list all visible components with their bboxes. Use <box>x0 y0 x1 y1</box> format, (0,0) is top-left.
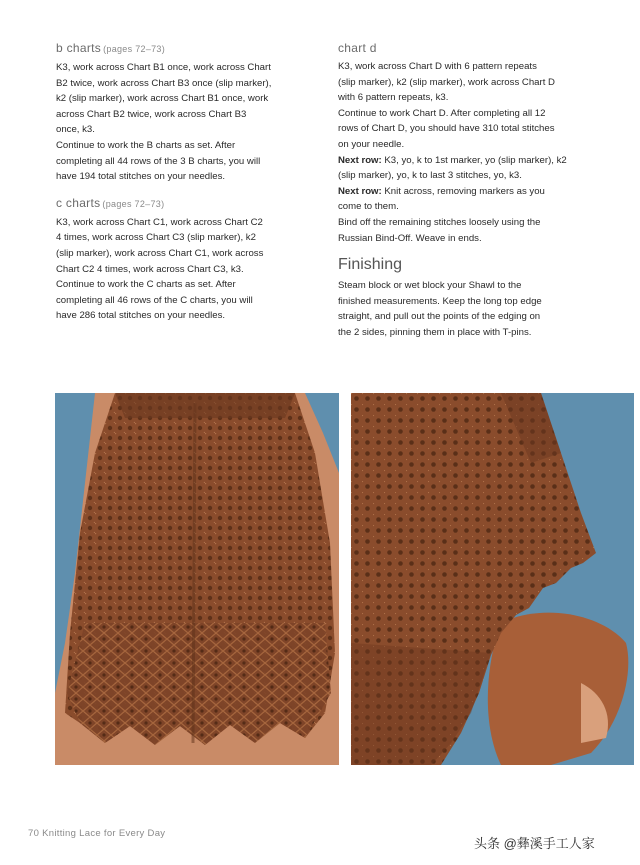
right-column <box>338 40 594 341</box>
finishing-heading: Finishing <box>338 256 403 274</box>
b-text-line: completing all 44 rows of the 3 B charts, you will <box>56 155 261 167</box>
d-text-line: K3, work across Chart D with 6 pattern repeats <box>338 61 537 72</box>
c-text-line: 4 times, work across Chart C3 (slip marker), k2 <box>56 232 256 244</box>
page-number: 70 <box>28 828 40 839</box>
next-row-label: Next row: <box>338 185 382 197</box>
b-text-line: k2 (slip marker), work across Chart B1 once, work <box>56 93 269 105</box>
d-text-line: Bind off the remaining stitches loosely using the <box>338 216 541 228</box>
d-text-line: come to them. <box>338 201 399 213</box>
c-charts-pages: (pages 72–73) <box>102 198 165 209</box>
b-text-line: Continue to work the B charts as set. After <box>56 139 236 151</box>
c-text-line: have 286 total stitches on your needles. <box>56 310 226 322</box>
watermark-text: 头条 @彝溪手工人家 <box>474 836 595 851</box>
c-charts-heading: c charts (pages 72–73) <box>56 195 165 210</box>
finishing-text-line: Steam block or wet block your Shawl to the <box>338 280 522 292</box>
finishing-text-line: the 2 sides, pinning them in place with T-pins. <box>338 326 532 338</box>
d-text-line: (slip marker), yo, k to last 3 stitches, yo, k3. <box>338 170 522 182</box>
book-title: Knitting Lace for Every Day <box>42 828 166 839</box>
chart-d-heading: chart d <box>338 41 377 55</box>
b-text-line: have 194 total stitches on your needles. <box>56 171 226 183</box>
shawl-back-photo <box>55 393 339 765</box>
c-text-line: completing all 46 rows of the C charts, you will <box>56 294 253 306</box>
d-text-line: Continue to work Chart D. After completing all 12 <box>338 107 546 119</box>
d-text-line: on your needle. <box>338 138 405 150</box>
d-text-line: rows of Chart D, you should have 310 total stitches <box>338 123 555 135</box>
b-text-line: once, k3. <box>56 124 95 136</box>
shawl-side-photo <box>351 393 634 765</box>
d-text-line: with 6 pattern repeats, k3. <box>338 92 449 104</box>
b-charts-heading: b charts (pages 72–73) <box>56 41 166 55</box>
b-text-line: K3, work across Chart B1 once, work across Chart <box>56 62 271 73</box>
next-row-instruction: Next row: K3, yo, k to 1st marker, yo (slip marker), k2 <box>338 154 567 166</box>
finishing-text-line: straight, and pull out the points of the edging on <box>338 311 541 323</box>
c-text-line: (slip marker), work across Chart C1, work across <box>56 247 264 259</box>
next-row-label: Next row: <box>338 154 382 166</box>
d-text-line: (slip marker), k2 (slip marker), work across Chart D <box>338 76 555 88</box>
b-text-line: B2 twice, work across Chart B3 once (slip marker), <box>56 77 272 89</box>
left-column <box>56 40 311 324</box>
next-row-instruction: Next row: Knit across, removing markers as you <box>338 185 545 197</box>
c-text-line: Chart C2 4 times, work across Chart C3, k3. <box>56 263 244 275</box>
b-charts-pages: (pages 72–73) <box>103 44 166 54</box>
c-text-line: Continue to work the C charts as set. After <box>56 279 236 291</box>
c-text-line: K3, work across Chart C1, work across Chart C2 <box>56 216 263 228</box>
d-text-line: Russian Bind-Off. Weave in ends. <box>338 232 482 244</box>
b-text-line: across Chart B2 twice, work across Chart B3 <box>56 108 247 120</box>
page-footer <box>28 828 165 839</box>
finishing-text-line: finished measurements. Keep the long top edge <box>338 295 542 307</box>
